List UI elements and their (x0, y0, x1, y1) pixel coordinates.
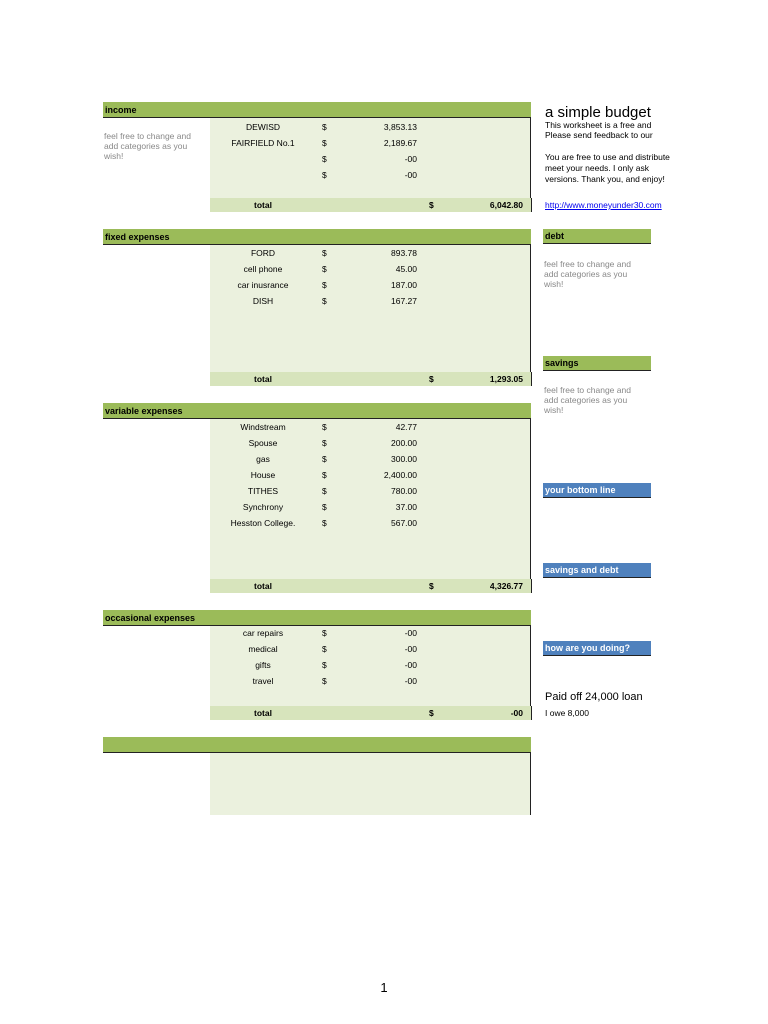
savings-note: feel free to change and add categories as you wish! (544, 385, 631, 415)
income-row-dollar: $ (322, 138, 327, 148)
variable-row-dollar: $ (322, 502, 327, 512)
occasional-row-name: car repairs (242, 628, 284, 638)
occasional-row-dollar: $ (322, 644, 327, 654)
savings-title: savings (545, 358, 579, 368)
occasional-row-name: travel (252, 676, 274, 686)
intro-para-line-2: meet your needs. I only ask (545, 163, 649, 173)
income-row-amount: 3,853.13 (383, 122, 417, 132)
variable-row-amount: 200.00 (391, 438, 417, 448)
website-link[interactable]: http://www.moneyunder30.com (545, 200, 662, 210)
how-doing-title: how are you doing? (545, 643, 630, 653)
occasional-row-name: gifts (255, 660, 271, 670)
occasional-total-label: total (254, 708, 272, 718)
variable-row-name: Hesston College. (230, 518, 296, 528)
fixed-row-amount: 187.00 (391, 280, 417, 290)
debt-title: debt (545, 231, 564, 241)
variable-row-dollar: $ (322, 518, 327, 528)
variable-row-amount: 37.00 (395, 502, 417, 512)
occasional-row-amount: -00 (404, 628, 417, 638)
fixed-row-dollar: $ (322, 248, 327, 258)
occasional-title: occasional expenses (105, 613, 196, 623)
fixed-row-dollar: $ (322, 264, 327, 274)
debt-header (543, 229, 651, 244)
variable-row-dollar: $ (322, 454, 327, 464)
income-row-amount: 2,189.67 (383, 138, 417, 148)
fixed-row-dollar: $ (322, 280, 327, 290)
variable-header (103, 403, 531, 419)
variable-total-dollar: $ (429, 581, 434, 591)
variable-row-amount: 780.00 (391, 486, 417, 496)
income-note: feel free to change and add categories as you wish! (104, 131, 191, 161)
variable-total-amount: 4,326.77 (489, 581, 523, 591)
variable-row-name: Synchrony (242, 502, 284, 512)
fixed-row-amount: 45.00 (395, 264, 417, 274)
fixed-total-amount: 1,293.05 (489, 374, 523, 384)
bottom-line-header (543, 483, 651, 498)
savings-header (543, 356, 651, 371)
owe-text: I owe 8,000 (545, 708, 589, 718)
variable-row-amount: 567.00 (391, 518, 417, 528)
variable-row-name: Spouse (248, 438, 278, 448)
variable-row-name: TITHES (247, 486, 279, 496)
income-row-amount: -00 (404, 154, 417, 164)
occasional-total-dollar: $ (429, 708, 434, 718)
income-row-name: FAIRFIELD No.1 (231, 138, 295, 148)
variable-total-label: total (254, 581, 272, 591)
income-row-dollar: $ (322, 154, 327, 164)
fixed-row-name: DISH (252, 296, 274, 306)
income-header (103, 102, 531, 118)
variable-row-amount: 42.77 (395, 422, 417, 432)
fixed-row-name: cell phone (243, 264, 283, 274)
variable-row-dollar: $ (322, 438, 327, 448)
variable-title: variable expenses (105, 406, 183, 416)
fixed-row-name: FORD (250, 248, 276, 258)
intro-para-line-1: You are free to use and distribute (545, 152, 670, 162)
empty-section-body (210, 753, 531, 815)
income-title: income (105, 105, 137, 115)
fixed-total-label: total (254, 374, 272, 384)
variable-row-amount: 2,400.00 (383, 470, 417, 480)
income-row-dollar: $ (322, 122, 327, 132)
fixed-total-dollar: $ (429, 374, 434, 384)
occasional-row-dollar: $ (322, 676, 327, 686)
variable-row-name: gas (256, 454, 270, 464)
fixed-header (103, 229, 531, 245)
budget-title: a simple budget (545, 104, 651, 121)
page-number: 1 (380, 980, 388, 995)
occasional-row-dollar: $ (322, 628, 327, 638)
fixed-row-amount: 893.78 (391, 248, 417, 258)
income-total-label: total (254, 200, 272, 210)
savings-debt-header (543, 563, 651, 578)
debt-note: feel free to change and add categories as you wish! (544, 259, 631, 289)
income-row-name: DEWISD (246, 122, 280, 132)
occasional-row-name: medical (248, 644, 278, 654)
income-total-dollar: $ (429, 200, 434, 210)
occasional-total-amount: -00 (510, 708, 523, 718)
empty-section-header (103, 737, 531, 753)
income-row-amount: -00 (404, 170, 417, 180)
income-row-dollar: $ (322, 170, 327, 180)
fixed-row-amount: 167.27 (391, 296, 417, 306)
intro-line-2: Please send feedback to our (545, 130, 653, 140)
intro-para-line-3: versions. Thank you, and enjoy! (545, 174, 665, 184)
occasional-header (103, 610, 531, 626)
occasional-row-amount: -00 (404, 676, 417, 686)
bottom-line-title: your bottom line (545, 485, 616, 495)
how-doing-header (543, 641, 651, 656)
intro-line-1: This worksheet is a free and (545, 120, 652, 130)
occasional-row-amount: -00 (404, 644, 417, 654)
occasional-row-dollar: $ (322, 660, 327, 670)
income-total-amount: 6,042.80 (489, 200, 523, 210)
variable-row-dollar: $ (322, 486, 327, 496)
fixed-title: fixed expenses (105, 232, 170, 242)
variable-row-dollar: $ (322, 422, 327, 432)
variable-row-name: House (250, 470, 276, 480)
variable-row-name: Windstream (240, 422, 286, 432)
paid-off-text: Paid off 24,000 loan (545, 691, 643, 703)
fixed-row-dollar: $ (322, 296, 327, 306)
fixed-row-name: car inusrance (237, 280, 289, 290)
variable-row-dollar: $ (322, 470, 327, 480)
variable-row-amount: 300.00 (391, 454, 417, 464)
occasional-row-amount: -00 (404, 660, 417, 670)
savings-debt-title: savings and debt (545, 565, 619, 575)
